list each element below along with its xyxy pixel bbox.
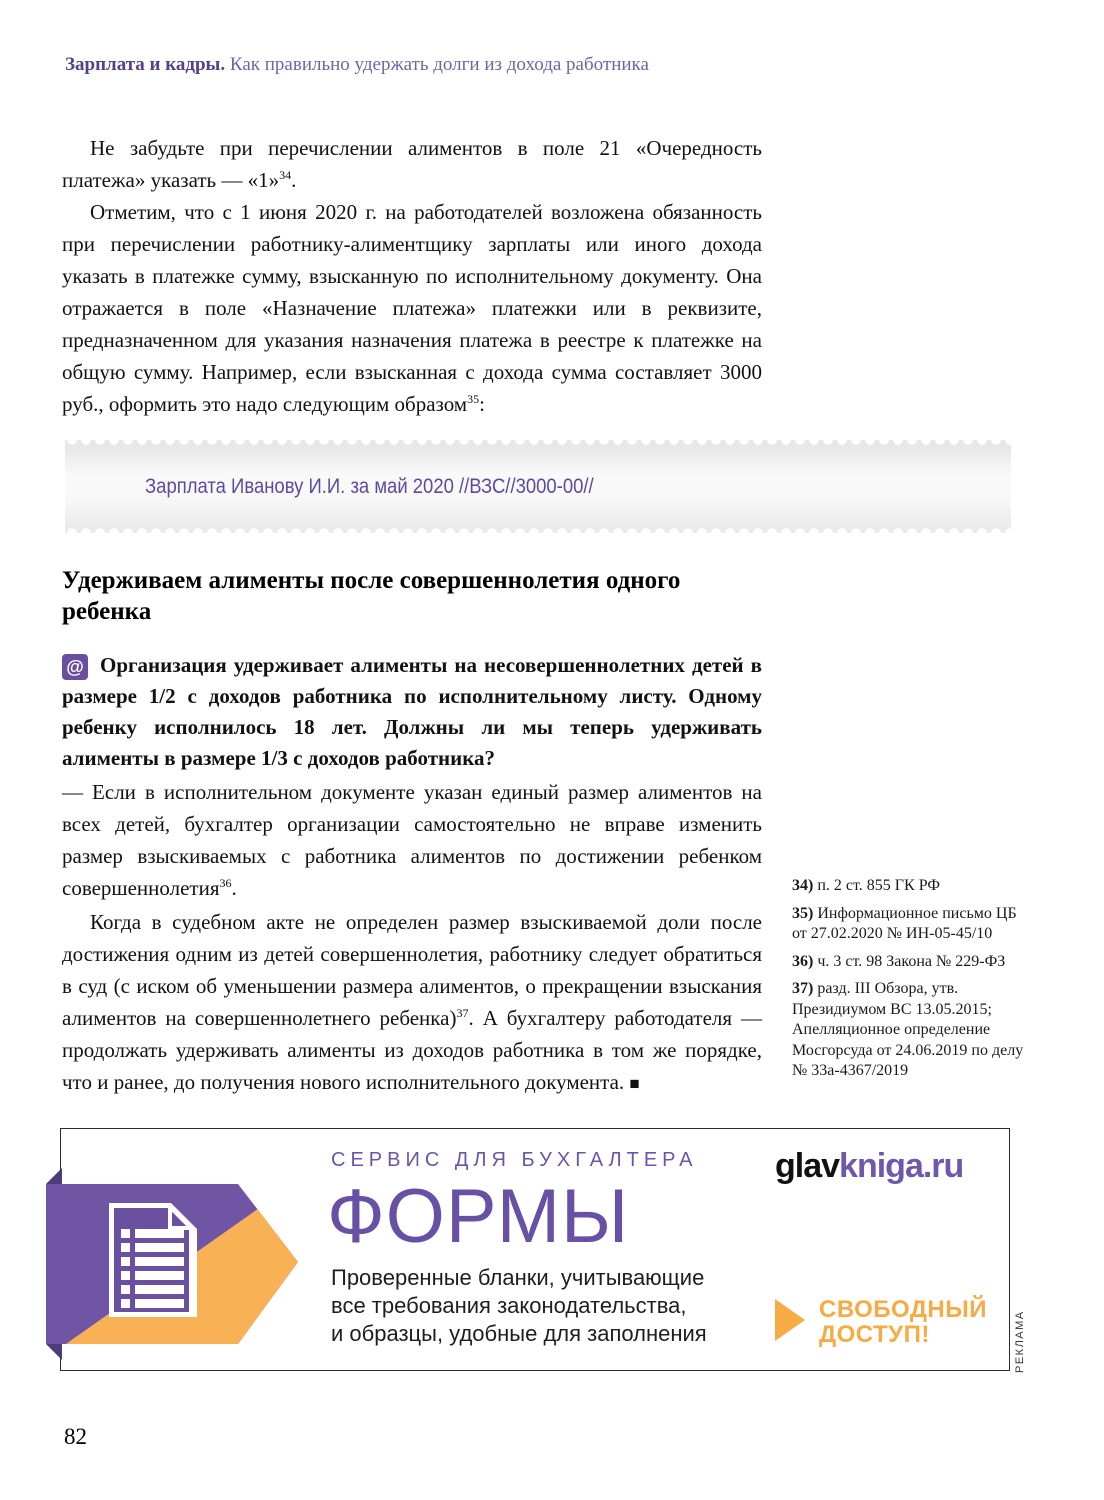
reklama-vertical-label: РЕКЛАМА [1014, 1310, 1026, 1373]
reader-question: Организация удерживает алименты на несовершеннолетних детей в размере 1/2 с доходов работника по исполнительному листу. Одному ребенку исполнилось 18 лет. Должны ли мы теперь удерживать алименты в размере 1/3 с доходов работника? [62, 653, 762, 770]
footnote: 37) разд. III Обзора, утв. Президиумом ВС 13.05.2015; Апелляционное определение Мосгорсуда от 24.06.2019 по делу № 33а-4367/2019 [792, 980, 1024, 1079]
footnote: 34) п. 2 ст. 855 ГК РФ [792, 877, 940, 894]
article-column [62, 132, 762, 420]
ad-description: Проверенные бланки, учитывающие все требования законодательства, и образцы, удобные для заполнения [331, 1265, 707, 1346]
footnote-ref-37: 37 [456, 1006, 469, 1020]
answer-paragraph: — Если в исполнительном документе указан единый размер алиментов на всех детей, бухгалтер организации самостоятельно не вправе изменить размер взыскиваемых с работника алиментов по достижении ребенком совершеннолетия$^{36}$. [62, 780, 762, 900]
glavkniga-logo[interactable]: glavkniga.ru [775, 1147, 964, 1185]
paragraph: Не забудьте при перечислении алиментов в поле 21 «Очередность платежа» указать — «1»$^{34}$. [62, 136, 762, 192]
receipt-scallop-edge [65, 440, 1011, 447]
page-rubric [65, 54, 649, 76]
footnotes-column [792, 876, 1024, 1089]
receipt-scallop-edge [65, 526, 1011, 533]
ad-service-label: СЕРВИС ДЛЯ БУХГАЛТЕРА [331, 1149, 698, 1171]
page-number: 82 [64, 1424, 87, 1449]
question-block [62, 650, 762, 774]
footnote-ref-35: 35 [467, 392, 480, 406]
footnote: 36) ч. 3 ст. 98 Закона № 229-ФЗ [792, 952, 1006, 970]
section-heading: Удерживаем алименты после совершеннолетия одного ребенка [62, 567, 681, 625]
document-hexagon-icon [46, 1162, 298, 1364]
payment-purpose-text: Зарплата Иванову И.И. за май 2020 //ВЗС//3000-00// [145, 474, 594, 498]
free-access-label: СВОБОДНЫЙ ДОСТУП! [819, 1296, 988, 1348]
article-end-marker: ■ [629, 1074, 640, 1093]
ad-banner-formy[interactable] [60, 1128, 1010, 1371]
ad-logo-block [775, 1143, 995, 1186]
payment-purpose-example-box [65, 440, 1011, 533]
footnote-ref-34: 34 [279, 168, 292, 182]
footnote-ref-36: 36 [219, 876, 232, 890]
ad-product-name: ФОРМЫ [327, 1174, 630, 1259]
free-access-badge [775, 1297, 987, 1347]
rubric-article-title: Как правильно удержать долги из дохода работника [225, 54, 649, 75]
qa-section [62, 565, 762, 1100]
play-arrow-icon [775, 1299, 805, 1341]
answer-paragraph: Когда в судебном акте не определен размер взыскиваемой доли после достижения одним из детей совершеннолетия, работнику следует обратиться в суд (с иском об уменьшении размера алиментов, о прекращении взыскания алиментов на совершеннолетнего ребенка)$^{37}$. А бухгалтеру работодателя — продолжать удерживать алименты из доходов работника в том же порядке, что и ранее, до получения нового исполнительного документа. ■ [62, 910, 762, 1094]
at-icon: @ [62, 654, 88, 680]
paragraph: Отметим, что с 1 июня 2020 г. на работодателей возложена обязанность при перечислении работнику-алиментщику зарплаты или иного дохода указать в платежке сумму, взысканную по исполнительному документу. Она отражается в поле «Назначение платежа» платежки или в реквизите, предназначенном для указания назначения платежа в реестре к платежке на общую сумму. Например, если взысканная с дохода сумма составляет 3000 руб., оформить это надо следующим образом$^{35}$: [62, 200, 762, 416]
rubric-section: Зарплата и кадры. [65, 54, 226, 75]
footnote: 35) Информационное письмо ЦБ от 27.02.2020 № ИН-05-45/10 [792, 904, 1017, 942]
ad-main-copy [327, 1149, 761, 1348]
